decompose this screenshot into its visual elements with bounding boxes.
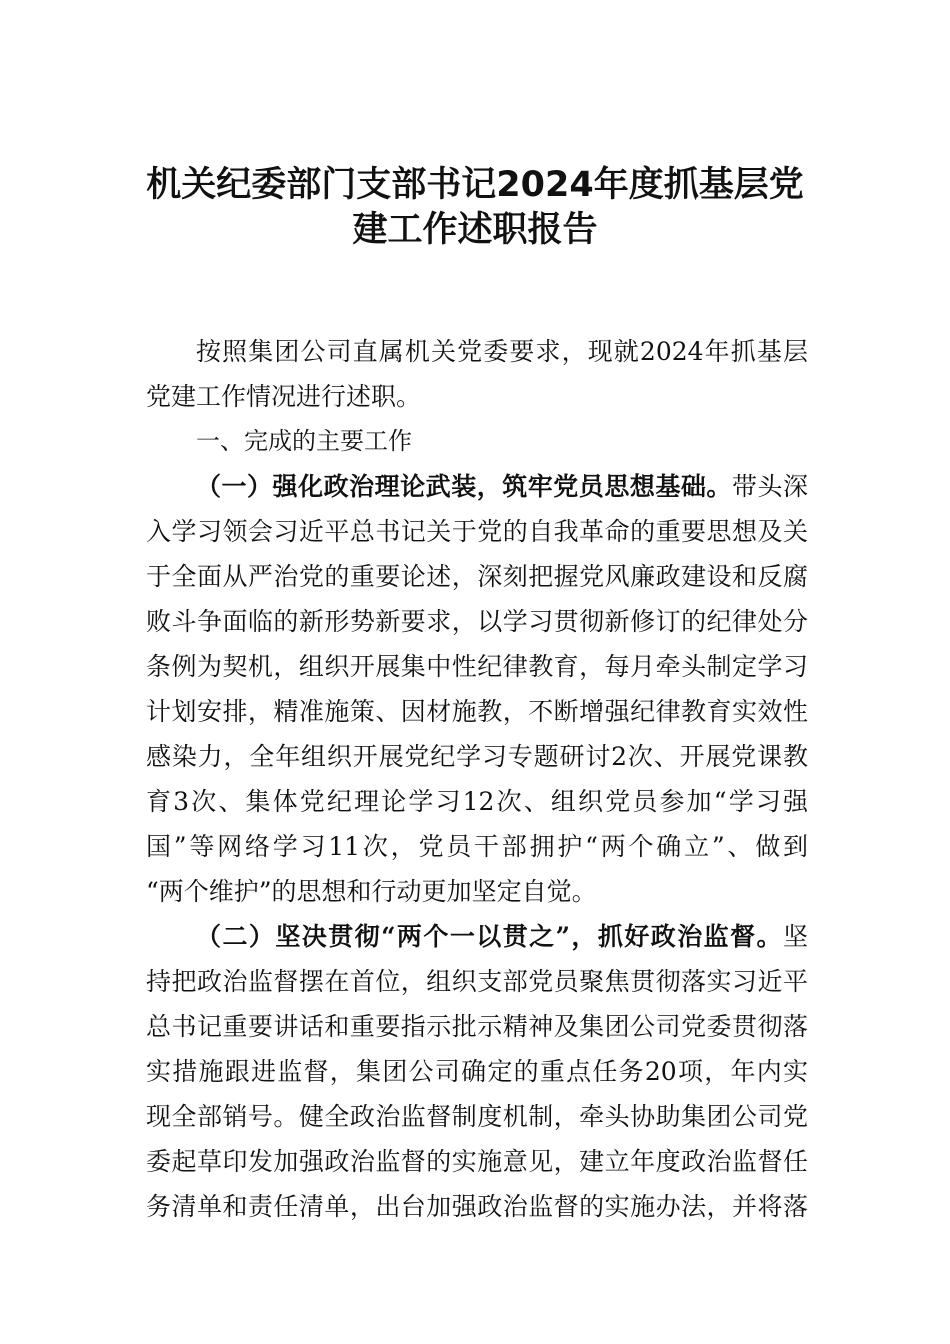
para1-first-line — [146, 464, 808, 509]
para2-first-line — [146, 914, 808, 959]
para1-last-line: “两个维护”的思想和行动更加坚定自觉。 — [146, 877, 597, 906]
para2-line: 实措施跟进监督，集团公司确定的重点任务20项，年内实 — [146, 1057, 808, 1086]
para1-lead: （一）强化政治理论武装，筑牢党员思想基础。 — [196, 472, 732, 501]
title-line-1: 机关纪委部门支部书记2024年度抓基层党 — [146, 165, 804, 205]
para2-first-rest: 坚 — [782, 922, 808, 951]
section-heading-1: 一、完成的主要工作 — [196, 427, 412, 455]
para1-first-rest: 带头深 — [731, 472, 808, 501]
para2-lead: （二）坚决贯彻“两个一以贯之”，抓好政治监督。 — [196, 922, 783, 951]
para1-line: 计划安排，精准施策、因材施教，不断增强纪律教育实效性 — [146, 697, 808, 726]
para2-line: 持把政治监督摆在首位，组织支部党员聚焦贯彻落实习近平 — [146, 967, 808, 996]
para2-line: 总书记重要讲话和重要指示批示精神及集团公司党委贯彻落 — [146, 1012, 808, 1041]
title-line-2: 建工作述职报告 — [352, 210, 598, 250]
para1-line: 入学习领会习近平总书记关于党的自我革命的重要思想及关 — [146, 517, 808, 546]
para1-line: 条例为契机，组织开展集中性纪律教育，每月牵头制定学习 — [146, 652, 808, 681]
para1-line: 败斗争面临的新形势新要求，以学习贯彻新修订的纪律处分 — [146, 607, 808, 636]
para2-line: 委起草印发加强政治监督的实施意见，建立年度政治监督任 — [146, 1147, 808, 1176]
para2-line: 现全部销号。健全政治监督制度机制，牵头协助集团公司党 — [146, 1102, 808, 1131]
document-title — [120, 152, 830, 250]
para2-line: 务清单和责任清单，出台加强政治监督的实施办法，并将落 — [146, 1192, 808, 1221]
para1-line: 国”等网络学习11次，党员干部拥护“两个确立”、做到 — [146, 832, 808, 861]
para1-line: 育3次、集体党纪理论学习12次、组织党员参加“学习强 — [146, 787, 809, 816]
intro-line-1: 按照集团公司直属机关党委要求，现就2024年抓基层 — [196, 337, 808, 366]
para1-line: 于全面从严治党的重要论述，深刻把握党风廉政建设和反腐 — [146, 562, 808, 591]
document-body — [146, 329, 808, 1229]
para1-line: 感染力，全年组织开展党纪学习专题研讨2次、开展党课教 — [146, 742, 808, 771]
intro-line-2: 党建工作情况进行述职。 — [146, 382, 422, 411]
